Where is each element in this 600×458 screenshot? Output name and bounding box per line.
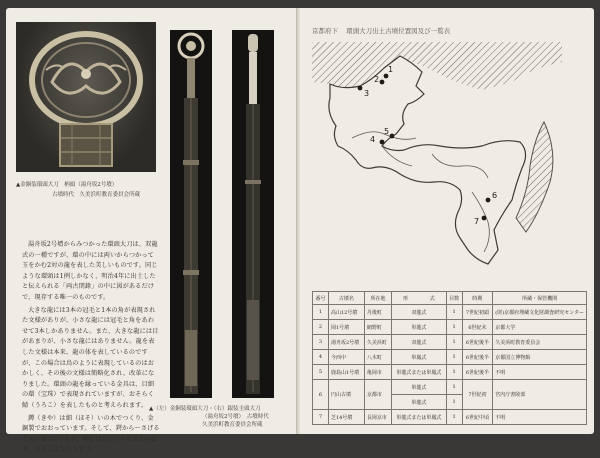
cell-number: 5 [313, 365, 329, 380]
cell-location: 丹後町 [364, 305, 391, 320]
cell-period: 7世紀初 [462, 380, 493, 410]
ring-pommel-illustration [16, 22, 156, 172]
cell-form: 単龍式 [392, 380, 446, 395]
cell-number: 4 [313, 350, 329, 365]
table-row [313, 305, 587, 320]
cell-name: 今西中 [328, 350, 364, 365]
col-location: 所在地 [364, 292, 391, 305]
cell-institution: 京都国立博物館 [493, 350, 587, 365]
cell-count: 1 [446, 320, 462, 335]
col-period: 時期 [462, 292, 493, 305]
col-institution: 所蔵・保管機関 [493, 292, 587, 305]
cell-count: 1 [446, 365, 462, 380]
cell-location: 網野町 [364, 320, 391, 335]
marker-label-7: 7 [474, 217, 480, 226]
col-number: 番号 [313, 292, 329, 305]
swords-caption-line2: （湯舟坂2号墳） 古墳時代 [202, 414, 269, 420]
map-title [312, 26, 456, 35]
marker-label-5: 5 [384, 127, 390, 136]
cell-institution: 不明 [493, 410, 587, 425]
cell-location: 亀岡市 [364, 365, 391, 380]
cell-period: 6世紀後半 [462, 335, 493, 350]
cell-name: 湯舟坂2号墳 [328, 335, 364, 350]
cell-institution: 不明 [493, 365, 587, 380]
cell-number: 3 [313, 335, 329, 350]
marker-label-4: 4 [370, 135, 376, 144]
paragraph-1: 湯舟坂2号墳からみつかった環頭大刀は、双龍式の一種ですが、環の中には両いからつかって玉をかむ2対の龍を表した美しいものです。同じような環頭は1例しかなく、明治4年に出土したと伝えられる「両古閉錄」の中に図があるだけで、現存する唯一のものです。 [22, 241, 158, 301]
cell-period: 6世紀後半 [462, 365, 493, 380]
cell-location: 八木町 [364, 350, 391, 365]
swords-caption-line1: ▲（左）金銅装環頭大刀・（右）銀装圭頭大刀 [149, 406, 261, 412]
marker-label-3: 3 [364, 89, 370, 98]
site-marker-6 [486, 198, 491, 203]
cell-location: 京都市 [364, 380, 391, 410]
site-marker-2 [380, 80, 385, 85]
cell-name: 芝14号墳 [328, 410, 364, 425]
cell-location: 久美浜町 [364, 335, 391, 350]
article-body [22, 240, 160, 458]
hilt-caption-line2: 古墳時代 久美浜町教育委員会所蔵 [52, 192, 141, 198]
cell-institution: (財)京都府埋蔵文化財調査研究センター [493, 305, 587, 320]
site-marker-5 [390, 134, 395, 139]
silver-sword-photo [232, 30, 274, 398]
paragraph-2: 大きな龍には3本の冠毛と1本の角が表現された文様がありが、小さな龍には冠毛と角をあわせて3本しかありません。また、大きな龍には目があまりが、小さな龍にはありません。龍を表した文様は本来、龍の体を表しているのですが、この場合は鳥のように表現しているのはおかしく、その後の文様は簡略化され、改革になりました。環頭の龍を縁っている金具は、目細の環（宝珠）で表現されていますが、おそらく鯖（うろこ）を表したものと考えられます。 [22, 306, 159, 409]
cell-name: 鹿島山1号墳 [328, 365, 364, 380]
cell-form: 単龍式 [392, 395, 446, 410]
gilt-bronze-sword-photo [170, 30, 212, 398]
table-row [313, 350, 587, 365]
cell-institution: 久美浜町教育委員会 [493, 335, 587, 350]
col-form: 形 [392, 292, 419, 305]
silver-sword-illustration [232, 30, 274, 398]
table-row [313, 320, 587, 335]
table-row [313, 410, 587, 425]
marker-label-1: 1 [388, 65, 394, 74]
kyoto-prefecture-map [312, 42, 562, 272]
tumulus-list-table [312, 291, 587, 425]
cell-institution: 宮内庁書陵部 [493, 380, 587, 410]
cell-form: 単龍式または単鳳式 [392, 365, 446, 380]
cell-period: 6世紀中頃 [462, 410, 493, 425]
swords-caption-line3: 久美浜町教育委員会所蔵 [202, 422, 263, 428]
col-style: 式 [419, 292, 446, 305]
cell-number: 1 [313, 305, 329, 320]
cell-form: 単龍式または単鳳式 [392, 410, 446, 425]
map-title-region: 京都府下 [312, 27, 338, 35]
cell-count: 1 [446, 380, 462, 395]
col-name: 古墳名 [328, 292, 364, 305]
cell-form: 双龍式 [392, 335, 446, 350]
marker-label-2: 2 [374, 75, 380, 84]
marker-label-6: 6 [492, 191, 498, 200]
col-count: 目数 [446, 292, 462, 305]
cell-number: 6 [313, 380, 329, 410]
gilt-bronze-sword-illustration [170, 30, 212, 398]
map-outline [312, 42, 562, 272]
cell-count: 1 [446, 410, 462, 425]
right-page [300, 8, 594, 434]
hilt-caption-line1: ▲金銅装環頭大刀 柄頭（湯舟坂2号墳） [16, 182, 118, 188]
cell-count: 1 [446, 305, 462, 320]
cell-location: 長岡京市 [364, 410, 391, 425]
site-marker-7 [482, 216, 487, 221]
cell-period: 6世紀後半 [462, 350, 493, 365]
cell-number: 2 [313, 320, 329, 335]
cell-form: 双龍式 [392, 305, 446, 320]
cell-count: 1 [446, 395, 462, 410]
table-header-row [313, 292, 587, 305]
paragraph-3: 鐔（きや）は細（ほそ）いの木でつくり、金銅製でおおっています。そして、鍔から〜さげるための環が2つあり、鞘には見分けられるのが2本、打ちこんであります。 [22, 414, 160, 454]
cell-number: 7 [313, 410, 329, 425]
cell-name: 岡1号墳 [328, 320, 364, 335]
table-row [313, 365, 587, 380]
cell-period: 7世紀初頭 [462, 305, 493, 320]
cell-form: 単鳳式 [392, 350, 446, 365]
table-row [313, 335, 587, 350]
site-marker-3 [358, 86, 363, 91]
cell-count: 1 [446, 350, 462, 365]
site-marker-4 [380, 140, 385, 145]
cell-name: 高山12号墳 [328, 305, 364, 320]
cell-count: 1 [446, 335, 462, 350]
cell-period: 6世紀末 [462, 320, 493, 335]
cell-form: 単龍式 [392, 320, 446, 335]
map-title-text: 環頭大刀出土古墳位置図及び一覧表 [346, 27, 451, 35]
ring-pommel-photo [16, 22, 156, 172]
site-marker-1 [384, 74, 389, 79]
table-row [313, 380, 587, 395]
cell-name: 円山古墳 [328, 380, 364, 410]
cell-institution: 京都大学 [493, 320, 587, 335]
left-page [6, 8, 298, 454]
